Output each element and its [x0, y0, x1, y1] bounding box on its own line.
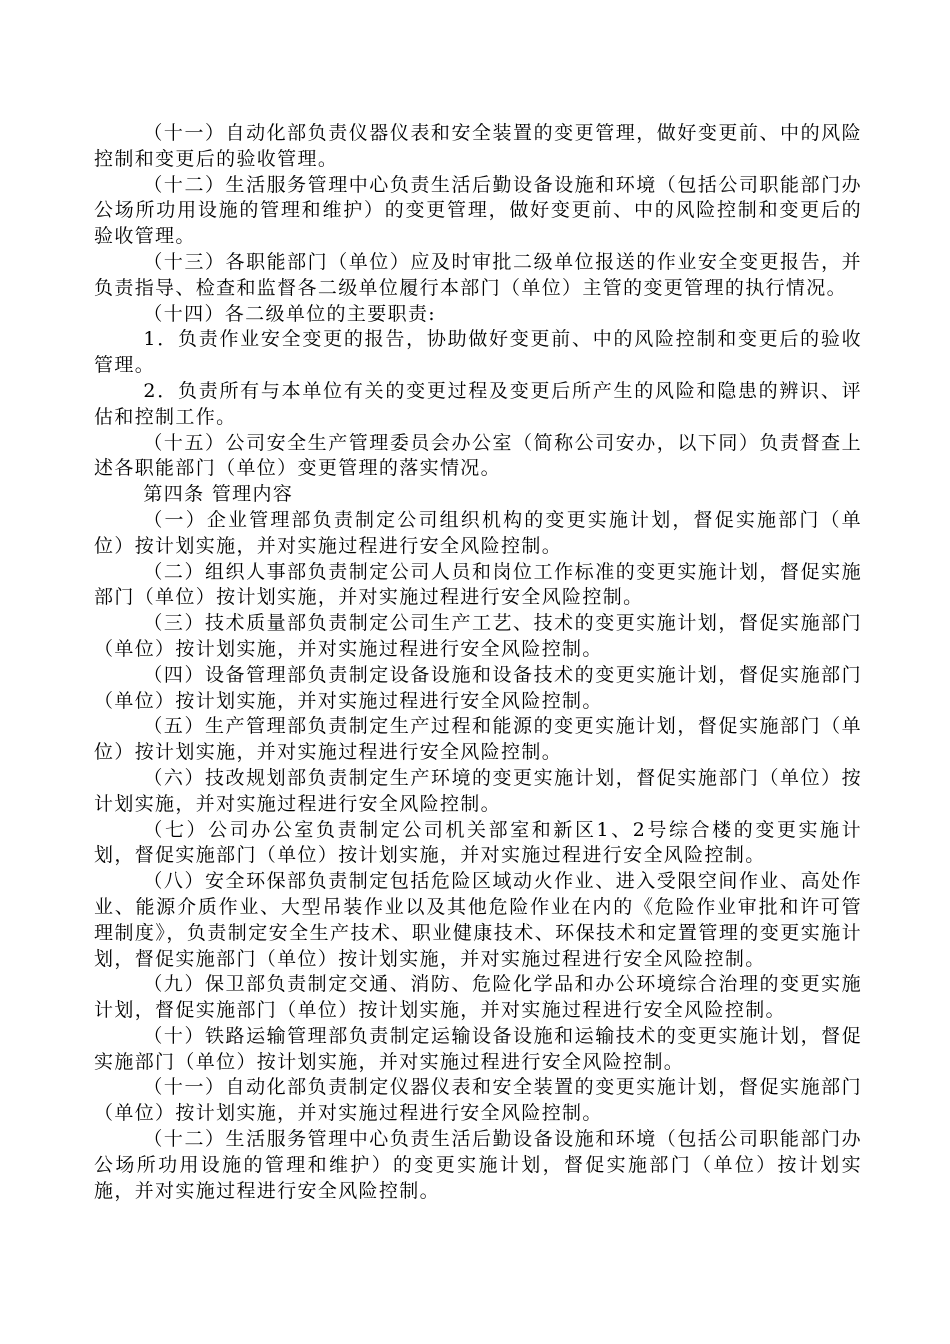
paragraph: （二）组织人事部负责制定公司人员和岗位工作标准的变更实施计划，督促实施部门（单位）按计划实施，并对实施过程进行安全风险控制。	[94, 560, 862, 609]
document-body	[94, 121, 862, 1204]
paragraph: （四）设备管理部负责制定设备设施和设备技术的变更实施计划，督促实施部门（单位）按计划实施，并对实施过程进行安全风险控制。	[94, 663, 862, 712]
paragraph: （十三）各职能部门（单位）应及时审批二级单位报送的作业安全变更报告，并负责指导、检查和监督各二级单位履行本部门（单位）主管的变更管理的执行情况。	[94, 250, 862, 299]
paragraph: （五）生产管理部负责制定生产过程和能源的变更实施计划，督促实施部门（单位）按计划实施，并对实施过程进行安全风险控制。	[94, 715, 862, 764]
paragraph: （十二）生活服务管理中心负责生活后勤设备设施和环境（包括公司职能部门办公场所功用设施的管理和维护）的变更管理，做好变更前、中的风险控制和变更后的验收管理。	[94, 173, 862, 248]
paragraph: （一）企业管理部负责制定公司组织机构的变更实施计划，督促实施部门（单位）按计划实施，并对实施过程进行安全风险控制。	[94, 508, 862, 557]
paragraph: （三）技术质量部负责制定公司生产工艺、技术的变更实施计划，督促实施部门（单位）按计划实施，并对实施过程进行安全风险控制。	[94, 612, 862, 660]
paragraph: （十）铁路运输管理部负责制定运输设备设施和运输技术的变更实施计划，督促实施部门（单位）按计划实施，并对实施过程进行安全风险控制。	[94, 1024, 862, 1073]
paragraph: （十五）公司安全生产管理委员会办公室（简称公司安办，以下同）负责督查上述各职能部门（单位）变更管理的落实情况。	[94, 431, 862, 480]
paragraph: （六）技改规划部负责制定生产环境的变更实施计划，督促实施部门（单位）按计划实施，并对实施过程进行安全风险控制。	[94, 766, 862, 815]
paragraph: （九）保卫部负责制定交通、消防、危险化学品和办公环境综合治理的变更实施计划，督促实施部门（单位）按计划实施，并对实施过程进行安全风险控制。	[94, 973, 862, 1022]
paragraph: （七）公司办公室负责制定公司机关部室和新区1、2号综合楼的变更实施计划，督促实施部门（单位）按计划实施，并对实施过程进行安全风险控制。	[94, 818, 862, 867]
paragraph: （八）安全环保部负责制定包括危险区域动火作业、进入受限空间作业、高处作业、能源介质作业、大型吊装作业以及其他危险作业在内的《危险作业审批和许可管理制度》，负责制定安全生产技术、职业健康技术、环保技术和定置管理的变更实施计划，督促实施部门（单位）按计划实施，并对实施过程进行安全风险控制。	[94, 870, 862, 970]
paragraph: （十一）自动化部负责仪器仪表和安全装置的变更管理，做好变更前、中的风险控制和变更后的验收管理。	[94, 122, 862, 170]
paragraph: （十四）各二级单位的主要职责:	[143, 302, 437, 325]
paragraph: （十一）自动化部负责制定仪器仪表和安全装置的变更实施计划，督促实施部门（单位）按计划实施，并对实施过程进行安全风险控制。	[94, 1076, 862, 1125]
paragraph: （十二）生活服务管理中心负责生活后勤设备设施和环境（包括公司职能部门办公场所功用设施的管理和维护）的变更实施计划，督促实施部门（单位）按计划实施，并对实施过程进行安全风险控制。	[94, 1128, 862, 1202]
paragraph: 2．负责所有与本单位有关的变更过程及变更后所产生的风险和隐患的辨识、评估和控制工作。	[94, 379, 862, 428]
section-heading: 第四条 管理内容	[143, 483, 294, 506]
paragraph: 1．负责作业安全变更的报告，协助做好变更前、中的风险控制和变更后的验收管理。	[94, 328, 862, 377]
